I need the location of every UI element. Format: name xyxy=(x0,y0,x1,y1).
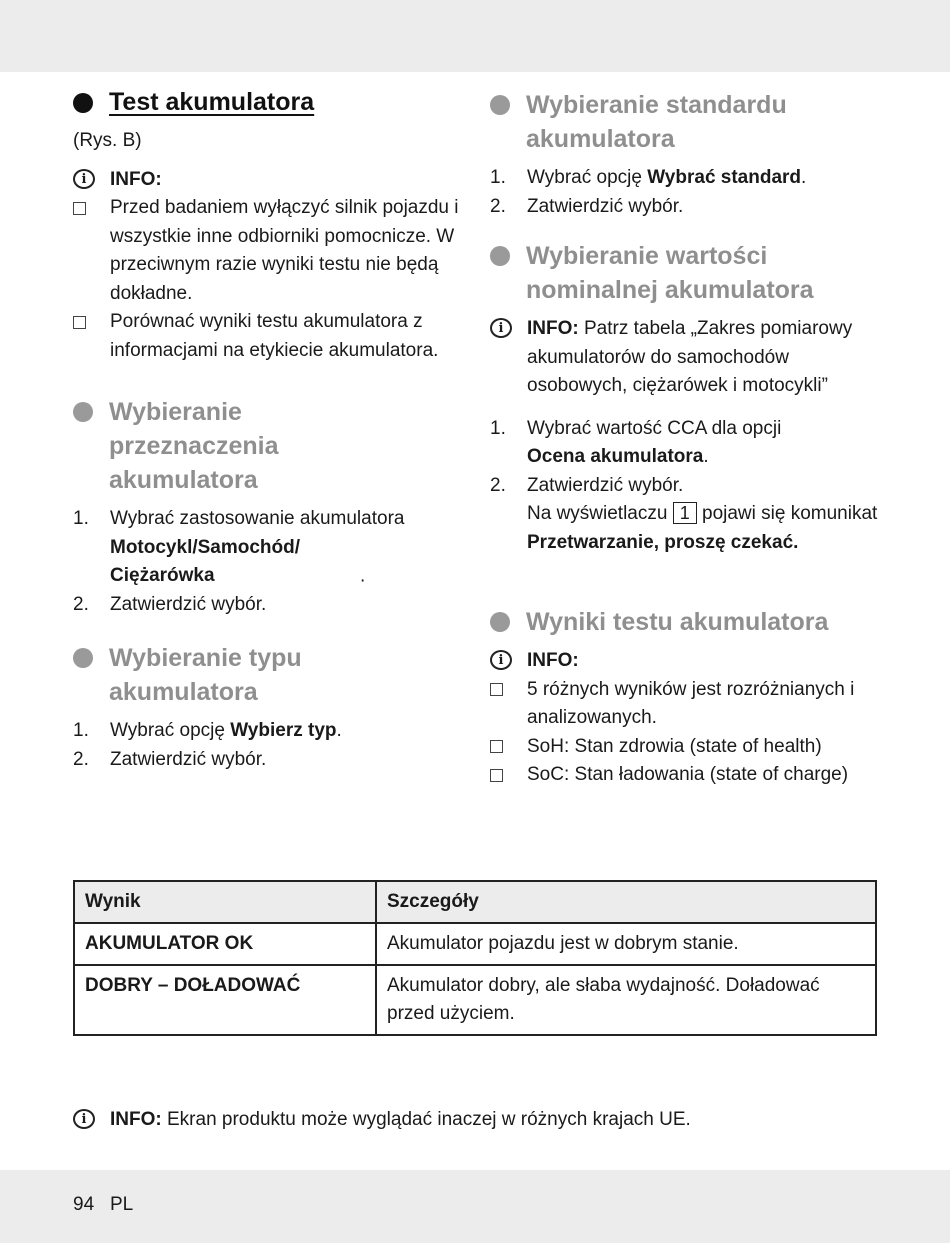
language-code: PL xyxy=(109,1194,134,1215)
info-list xyxy=(73,194,463,365)
bottom-band xyxy=(0,1170,950,1243)
checkbox-icon xyxy=(490,761,512,790)
section-heading-test xyxy=(73,88,463,117)
page-footer xyxy=(73,1194,133,1216)
step-number: 1. xyxy=(73,720,89,741)
list-item xyxy=(73,194,463,308)
step-list xyxy=(490,164,890,221)
table-header: Szczegóły xyxy=(376,881,876,923)
step-number: 1. xyxy=(490,167,506,188)
top-band xyxy=(0,0,950,72)
step-text: Zatwierdzić wybór. Na wyświetlaczu 1 pojawi się komunikat Przetwarzanie, proszę czekać. xyxy=(527,474,878,553)
page-number: 94 xyxy=(73,1194,95,1215)
table-row xyxy=(74,965,876,1035)
footnote xyxy=(73,1106,893,1135)
step-number: 2. xyxy=(73,593,89,615)
list-item-text: Porównać wyniki testu akumulatora z informacjami na etykiecie akumulatora. xyxy=(110,311,439,361)
section-title: Wybieranie przeznaczenia akumulatora xyxy=(109,398,279,494)
section-heading-purpose xyxy=(73,395,463,497)
section-bullet-icon xyxy=(73,648,93,668)
checkbox-icon xyxy=(73,194,95,223)
info-icon: i xyxy=(490,650,512,670)
results-table xyxy=(73,880,877,1036)
section-bullet-icon xyxy=(490,95,510,115)
step-item xyxy=(490,164,890,193)
checkbox-icon xyxy=(490,676,512,705)
step-number: 2. xyxy=(73,748,89,770)
info-block xyxy=(73,166,463,195)
table-header-row xyxy=(74,881,876,923)
info-icon: i xyxy=(73,169,95,189)
section-heading-nominal xyxy=(490,239,890,307)
step-text: Zatwierdzić wybór. xyxy=(110,748,267,770)
table-cell: Akumulator dobry, ale słaba wydajność. Doładować przed użyciem. xyxy=(376,965,876,1035)
section-heading-type xyxy=(73,641,463,709)
section-title: Wybieranie standardu akumulatora xyxy=(526,91,787,153)
step-item xyxy=(490,415,890,472)
step-item xyxy=(490,193,890,222)
list-item xyxy=(490,761,890,790)
table-header: Wynik xyxy=(74,881,376,923)
table-cell: AKUMULATOR OK xyxy=(74,923,376,965)
step-text: Wybrać zastosowanie akumulatora Motocykl/Samochód/ Ciężarówka . xyxy=(110,508,405,586)
step-text: Zatwierdzić wybór. xyxy=(110,593,267,615)
list-item-text: 5 różnych wyników jest rozróżnianych i analizowanych. xyxy=(527,678,855,728)
section-bullet-icon xyxy=(490,246,510,266)
list-item-text: Przed badaniem wyłączyć silnik pojazdu i wszystkie inne odbiorniki pomocnicze. W przeciwnym razie wyniki testu nie będą dokładne. xyxy=(110,197,459,304)
step-item xyxy=(490,472,890,558)
info-label: INFO: xyxy=(527,650,579,671)
list-item-text: SoC: Stan ładowania (state of charge) xyxy=(527,764,849,785)
info-block xyxy=(490,315,890,401)
list-item-text: SoH: Stan zdrowia (state of health) xyxy=(527,735,822,757)
table-cell: Akumulator pojazdu jest w dobrym stanie. xyxy=(376,923,876,965)
info-block xyxy=(490,647,890,676)
left-column xyxy=(73,88,463,774)
step-list xyxy=(490,415,890,558)
step-number: 1. xyxy=(73,508,89,529)
info-icon: i xyxy=(73,1109,95,1129)
step-text: Wybrać opcję Wybierz typ. xyxy=(110,720,342,741)
step-text: Zatwierdzić wybór. xyxy=(527,195,684,217)
step-number: 2. xyxy=(490,195,506,217)
step-text: Wybrać opcję Wybrać standard. xyxy=(527,167,807,188)
step-item xyxy=(73,717,463,746)
table-cell: DOBRY – DOŁADOWAĆ xyxy=(74,965,376,1035)
step-item xyxy=(73,505,463,591)
section-title: Wyniki testu akumulatora xyxy=(526,608,829,636)
section-title: Wybieranie typu akumulatora xyxy=(109,644,302,706)
list-item xyxy=(490,676,890,733)
info-list xyxy=(490,676,890,790)
section-title: Test akumulatora xyxy=(109,88,315,116)
checkbox-icon xyxy=(490,733,512,762)
step-number: 1. xyxy=(490,417,506,439)
table-row xyxy=(74,923,876,965)
display-key: 1 xyxy=(673,502,697,524)
section-bullet-icon xyxy=(73,402,93,422)
step-list xyxy=(73,505,463,619)
step-item xyxy=(73,591,463,620)
section-heading-standard xyxy=(490,88,890,156)
step-text: Wybrać wartość CCA dla opcji Ocena akumulatora. xyxy=(527,417,782,467)
figure-reference: (Rys. B) xyxy=(73,130,142,151)
list-item xyxy=(490,733,890,762)
section-title: Wybieranie wartości nominalnej akumulatora xyxy=(526,242,814,304)
right-column xyxy=(490,88,890,790)
footnote-text: INFO: Ekran produktu może wyglądać inaczej w różnych krajach UE. xyxy=(110,1109,691,1130)
step-number: 2. xyxy=(490,474,506,496)
section-bullet-icon xyxy=(490,612,510,632)
section-heading-results xyxy=(490,605,890,639)
info-icon: i xyxy=(490,318,512,338)
step-list xyxy=(73,717,463,774)
info-text: INFO: Patrz tabela „Zakres pomiarowy akumulatorów do samochodów osobowych, ciężarówek i motocykli” xyxy=(527,318,853,396)
section-bullet-icon xyxy=(73,93,93,113)
info-label: INFO: xyxy=(110,168,162,190)
step-item xyxy=(73,746,463,775)
list-item xyxy=(73,308,463,365)
checkbox-icon xyxy=(73,308,95,337)
